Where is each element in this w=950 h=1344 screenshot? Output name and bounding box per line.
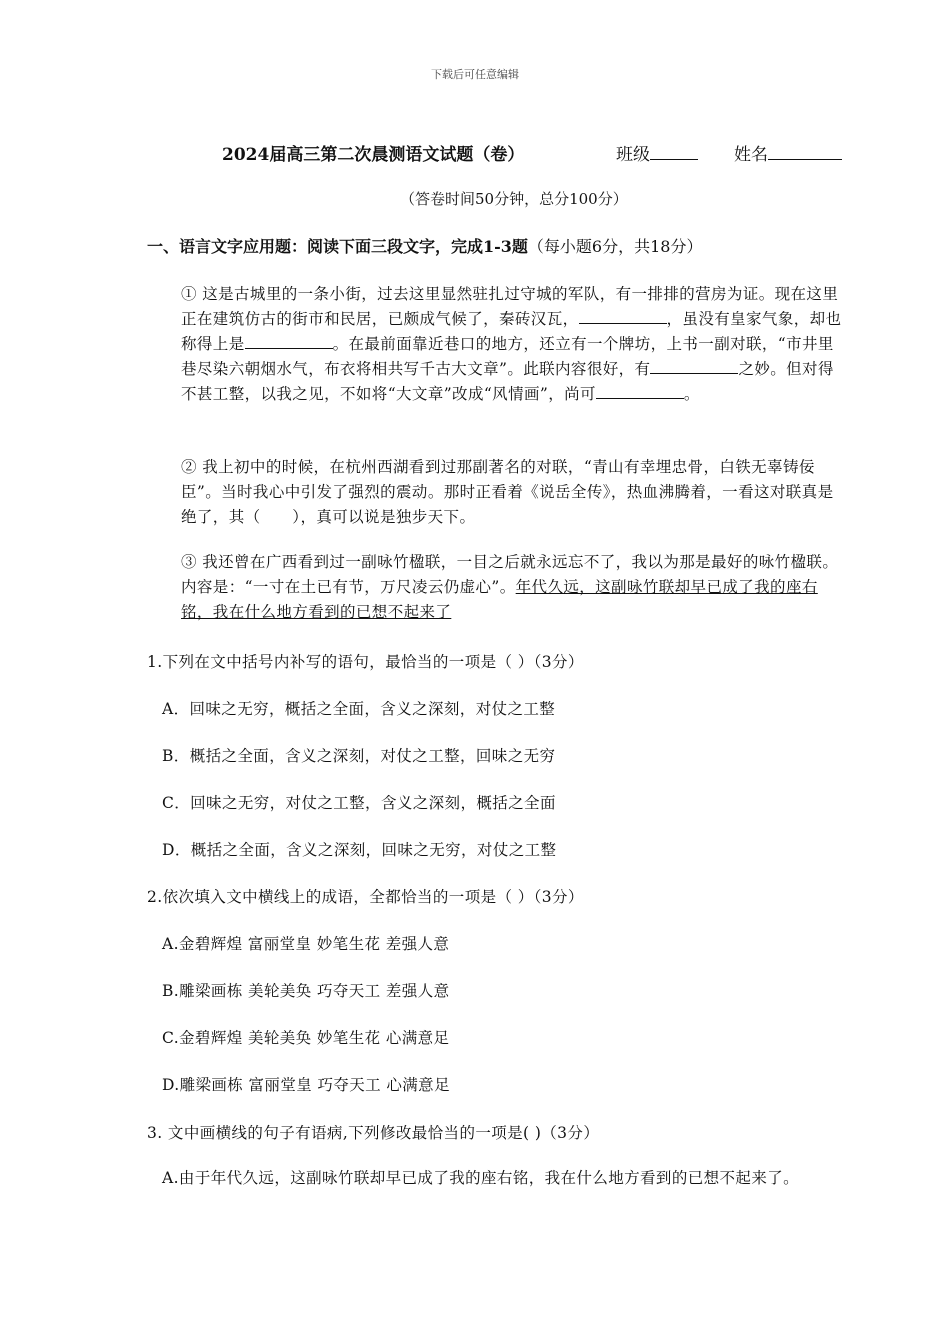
name-label: 姓名 — [734, 145, 768, 165]
passage-1-text-d: 之妙。但对得不甚工整，以我之见，不如将“大文章”改成“风情画”，尚可 — [181, 360, 834, 403]
question-1-option-c[interactable]: C．回味之无穷，对仗之工整，含义之深刻，概括之全面 — [162, 794, 556, 812]
blank-4[interactable] — [596, 384, 684, 399]
page-title: 2024届高三第二次晨测语文试题（卷） — [222, 145, 525, 165]
passage-1 — [147, 282, 847, 407]
blank-3[interactable] — [650, 359, 738, 374]
question-1-stem: 1.下列在文中括号内补写的语句，最恰当的一项是（ ）（3分） — [147, 653, 584, 671]
question-3-option-a-text: A.由于年代久远，这副咏竹联却早已成了我的座右铭，我在什么地方看到的已想不起来了。 — [162, 1169, 800, 1187]
question-1-option-b[interactable]: B．概括之全面，含义之深刻，对仗之工整，回味之无穷 — [162, 747, 556, 765]
question-2-stem: 2.依次填入文中横线上的成语，全都恰当的一项是（ ）（3分） — [147, 888, 584, 906]
passage-2 — [147, 455, 847, 530]
question-2-option-a[interactable]: A.金碧辉煌 富丽堂皇 妙笔生花 差强人意 — [162, 935, 450, 953]
underlined-sentence: 年代久远，这副咏竹联却早已成了我的座右铭，我在什么地方看到的已想不起来了 — [181, 578, 818, 621]
title-row — [222, 140, 862, 165]
blank-1[interactable] — [579, 309, 667, 324]
question-1-option-a[interactable]: A．回味之无穷，概括之全面，含义之深刻，对仗之工整 — [162, 700, 556, 718]
passage-1-text-a: ① 这是古城里的一条小街，过去这里显然驻扎过守城的军队，有一排排的营房为证。现在这里正在建筑仿古的街市和民居，已颇成气候了，秦砖汉瓦， — [181, 285, 839, 328]
class-field — [616, 140, 698, 165]
exam-info: （答卷时间50分钟，总分100分） — [400, 190, 628, 208]
question-3-stem: 3. 文中画横线的句子有语病,下列修改最恰当的一项是( )（3分） — [147, 1124, 600, 1142]
class-blank[interactable] — [650, 144, 698, 160]
passage-2-text: ② 我上初中的时候，在杭州西湖看到过那副著名的对联，“青山有幸埋忠骨，白铁无辜铸佞臣”。当时我心中引发了强烈的震动。那时正看着《说岳全传》，热血沸腾着，一看这对联真是绝了，其（ ），真可以说是独步天下。 — [181, 458, 834, 526]
section-heading-score: （每小题6分，共18分） — [527, 237, 703, 256]
blank-2[interactable] — [245, 334, 333, 349]
passage-3 — [147, 550, 847, 625]
class-label: 班级 — [616, 145, 650, 165]
name-blank[interactable] — [768, 144, 842, 160]
question-3-option-a[interactable] — [147, 1166, 847, 1191]
question-1-option-d[interactable]: D．概括之全面，含义之深刻，回味之无穷，对仗之工整 — [162, 841, 557, 859]
header-note: 下载后可任意编辑 — [431, 68, 519, 81]
name-field — [734, 140, 842, 165]
section-heading — [147, 234, 702, 257]
question-2-option-c[interactable]: C.金碧辉煌 美轮美奂 妙笔生花 心满意足 — [162, 1029, 450, 1047]
question-2-option-b[interactable]: B.雕梁画栋 美轮美奂 巧夺天工 差强人意 — [162, 982, 450, 1000]
passage-1-text-e: 。 — [683, 385, 700, 403]
question-2-option-d[interactable]: D.雕梁画栋 富丽堂皇 巧夺天工 心满意足 — [162, 1076, 450, 1094]
section-heading-bold: 一、语言文字应用题：阅读下面三段文字，完成1-3题 — [147, 237, 528, 256]
passage-3-text: ③ 我还曾在广西看到过一副咏竹楹联，一目之后就永远忘不了，我以为那是最好的咏竹楹联。内容是：“一寸在土已有节，万尺凌云仍虚心”。 — [181, 553, 839, 596]
passage-1-text-b: ，虽没有皇家气象，却也称得上是 — [181, 310, 842, 353]
passage-1-text-c: 。在最前面靠近巷口的地方，还立有一个牌坊，上书一副对联，“市井里巷尽染六朝烟水气，布衣将相共写千古大文章”。此联内容很好，有 — [181, 335, 834, 378]
